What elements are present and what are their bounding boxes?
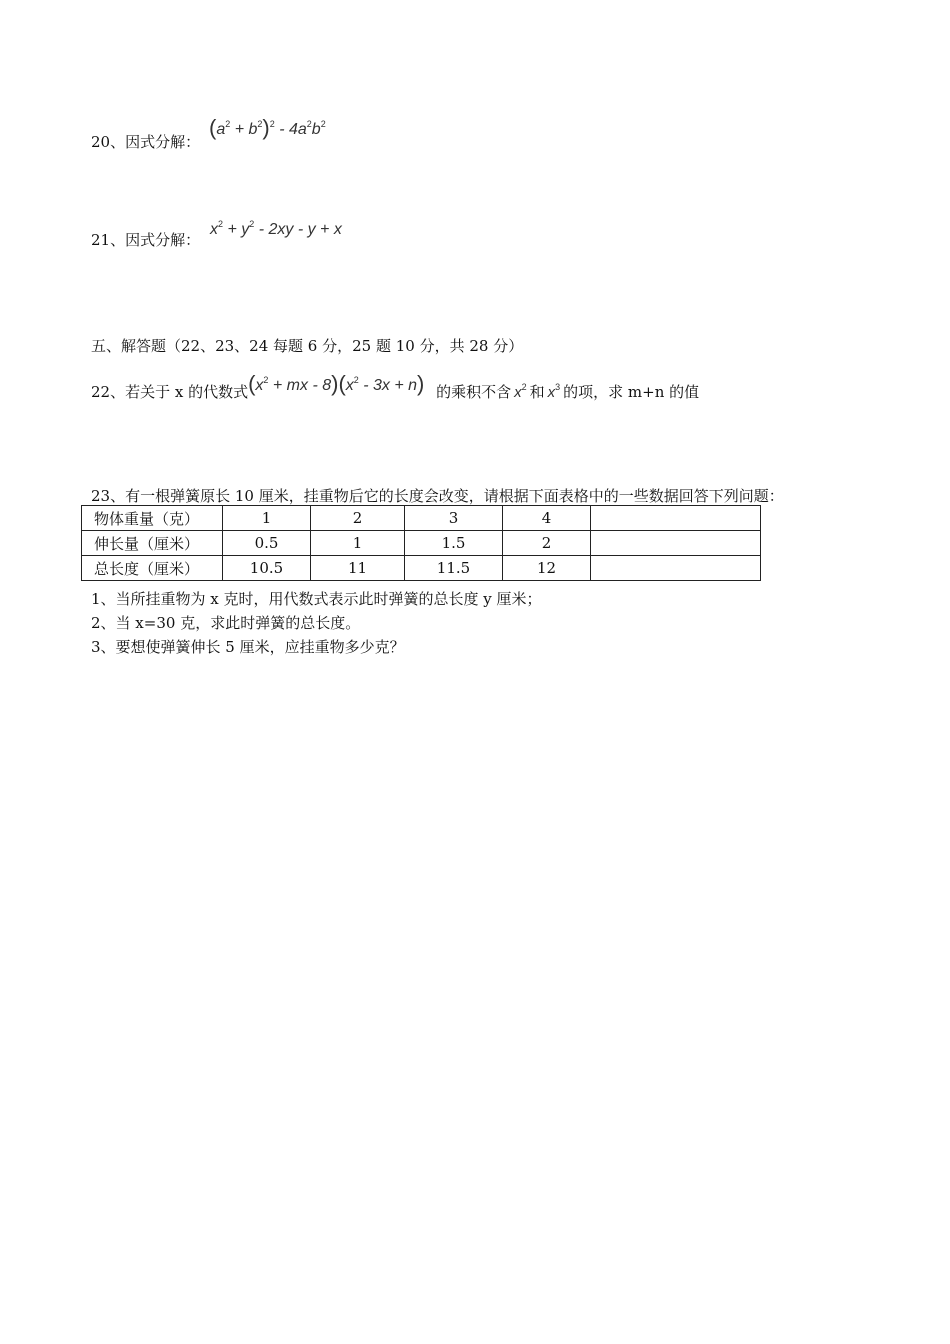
table-cell: 11 (311, 556, 405, 581)
table-cell: 10.5 (223, 556, 311, 581)
table-cell: 0.5 (223, 531, 311, 556)
q22-middle: 的乘积不含 (436, 383, 512, 401)
q20-label: 20、因式分解： (91, 133, 201, 151)
table-row (82, 556, 761, 581)
q23-sub1: 1、当所挂重物为 x 克时，用代数式表示此时弹簧的总长度 y 厘米； (91, 590, 542, 608)
q22-x-cubed: $x^3$ (547, 382, 561, 401)
table-cell (591, 506, 761, 531)
table-cell: 伸长量（厘米） (82, 531, 223, 556)
q23-title: 23、有一根弹簧原长 10 厘米，挂重物后它的长度会改变，请根据下面表格中的一些数据回答下列问题： (91, 487, 784, 505)
table-cell: 2 (311, 506, 405, 531)
table-row (82, 506, 761, 531)
spring-data-table (81, 505, 761, 581)
q22-and: 和 (529, 383, 545, 401)
table-cell: 物体重量（克） (82, 506, 223, 531)
q22-question (91, 371, 700, 404)
table-cell: 11.5 (405, 556, 503, 581)
table-cell: 1 (223, 506, 311, 531)
table-cell: 3 (405, 506, 503, 531)
table-cell: 1 (311, 531, 405, 556)
q22-suffix: 的项，求 m+n 的值 (563, 383, 700, 401)
section-title: 五、解答题（22、23、24 每题 6 分，25 题 10 分，共 28 分） (91, 337, 524, 355)
table-cell: 1.5 (405, 531, 503, 556)
q21-expression: $x^2 + y^2 - 2xy - y + x$ (210, 219, 342, 238)
table-row (82, 531, 761, 556)
q23-sub2: 2、当 x=30 克，求此时弹簧的总长度。 (91, 614, 361, 632)
table-cell: 12 (503, 556, 591, 581)
q22-expression: ($x^2$ + mx - $8)(x^2 - 3x + n)$ (248, 371, 425, 396)
q21-label: 21、因式分解： (91, 231, 201, 249)
table-cell: 2 (503, 531, 591, 556)
q23-sub3: 3、要想使弹簧伸长 5 厘米，应挂重物多少克？ (91, 638, 405, 656)
q22-x-squared: $x^2$ (514, 382, 527, 401)
q20-expression: $(a^2 + b^2)^2 - 4a^2b^2$ (209, 115, 326, 140)
table-cell: 总长度（厘米） (82, 556, 223, 581)
table-cell (591, 531, 761, 556)
q22-prefix: 22、若关于 x 的代数式 (91, 383, 249, 401)
table-cell (591, 556, 761, 581)
table-cell: 4 (503, 506, 591, 531)
